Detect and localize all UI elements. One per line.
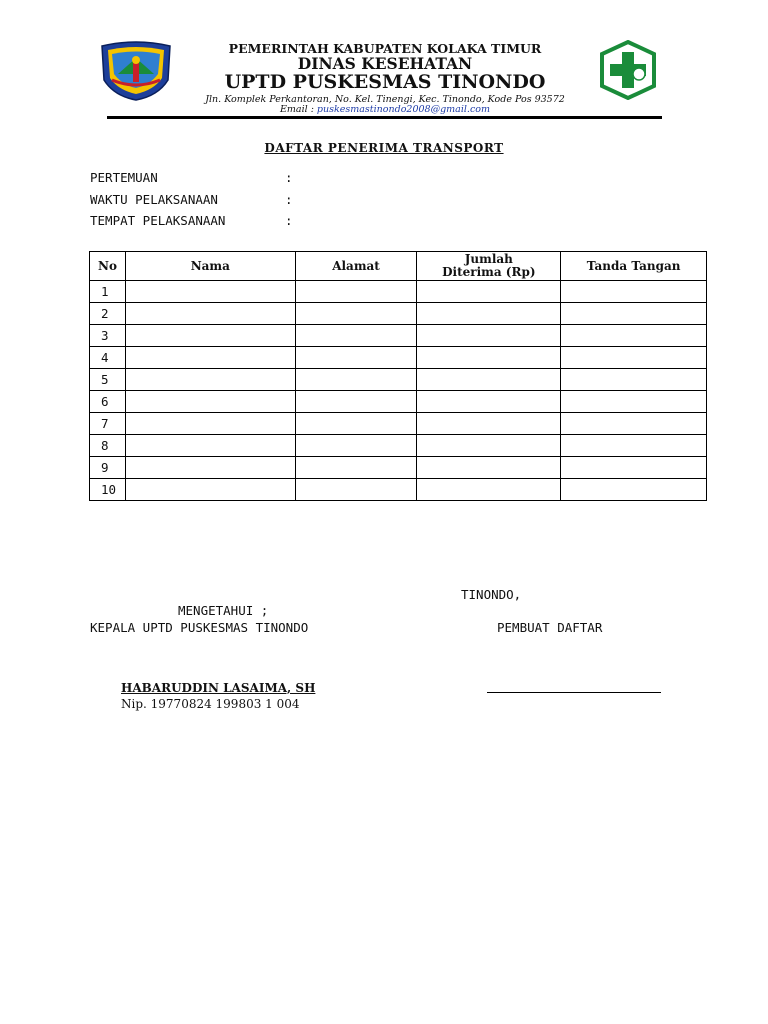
- letterhead-email-line: [180, 104, 590, 115]
- cell-signature: [561, 325, 707, 347]
- table-row: [90, 479, 707, 501]
- field-label: WAKTU PELAKSANAAN: [90, 192, 218, 207]
- cell-address: [295, 281, 417, 303]
- cell-no: 7: [90, 413, 126, 435]
- header-amount-line1: Jumlah: [464, 252, 513, 266]
- cell-amount: [417, 347, 561, 369]
- head-title: KEPALA UPTD PUSKESMAS TINONDO: [90, 620, 309, 635]
- cell-signature: [561, 281, 707, 303]
- head-name: HABARUDDIN LASAIMA, SH: [121, 681, 316, 695]
- recipients-table: [89, 251, 707, 501]
- header-no: No: [90, 252, 126, 281]
- table-row: [90, 325, 707, 347]
- cell-no: 2: [90, 303, 126, 325]
- cell-address: [295, 479, 417, 501]
- cell-name: [125, 347, 295, 369]
- cell-address: [295, 413, 417, 435]
- regency-emblem-logo: [98, 40, 174, 102]
- cell-signature: [561, 369, 707, 391]
- cell-name: [125, 369, 295, 391]
- table-row: [90, 347, 707, 369]
- cell-signature: [561, 347, 707, 369]
- table-row: [90, 435, 707, 457]
- cell-name: [125, 325, 295, 347]
- puskesmas-emblem-logo: [596, 40, 660, 100]
- letterhead-government: PEMERINTAH KABUPATEN KOLAKA TIMUR: [228, 41, 542, 56]
- head-nip: Nip. 19770824 199803 1 004: [121, 697, 300, 711]
- field-meeting: [90, 170, 293, 185]
- cell-no: 10: [90, 479, 126, 501]
- cell-no: 8: [90, 435, 126, 457]
- cell-amount: [417, 391, 561, 413]
- letterhead-department: DINAS KESEHATAN: [297, 54, 473, 73]
- header-amount: [417, 252, 561, 281]
- cell-signature: [561, 413, 707, 435]
- cell-amount: [417, 479, 561, 501]
- email-value: puskesmastinondo2008@gmail.com: [316, 104, 490, 115]
- cell-no: 9: [90, 457, 126, 479]
- field-place: [90, 213, 293, 228]
- cell-amount: [417, 369, 561, 391]
- cell-amount: [417, 303, 561, 325]
- letterhead-unit: UPTD PUSKESMAS TINONDO: [224, 71, 546, 93]
- header-amount-line2: Diterima (Rp): [442, 265, 536, 279]
- cell-no: 4: [90, 347, 126, 369]
- cell-amount: [417, 435, 561, 457]
- cell-name: [125, 413, 295, 435]
- field-time: [90, 192, 293, 207]
- table-row: [90, 457, 707, 479]
- cell-name: [125, 281, 295, 303]
- cell-name: [125, 391, 295, 413]
- field-colon: :: [285, 213, 293, 228]
- cell-address: [295, 325, 417, 347]
- cell-amount: [417, 413, 561, 435]
- table-row: [90, 281, 707, 303]
- letterhead-address: Jln. Komplek Perkantoran, No. Kel. Tinengi, Kec. Tinondo, Kode Pos 93572: [205, 94, 565, 105]
- cell-name: [125, 303, 295, 325]
- field-colon: :: [285, 170, 293, 185]
- field-label: TEMPAT PELAKSANAAN: [90, 213, 226, 228]
- cell-address: [295, 369, 417, 391]
- letterhead-divider: [107, 116, 662, 119]
- cell-no: 1: [90, 281, 126, 303]
- table-header-row: [90, 252, 707, 281]
- document-title: DAFTAR PENERIMA TRANSPORT: [264, 141, 504, 155]
- cell-address: [295, 303, 417, 325]
- cell-name: [125, 479, 295, 501]
- cell-no: 3: [90, 325, 126, 347]
- city-label: TINONDO,: [461, 587, 522, 602]
- cell-name: [125, 457, 295, 479]
- cell-address: [295, 347, 417, 369]
- cell-address: [295, 457, 417, 479]
- maker-title: PEMBUAT DAFTAR: [497, 620, 603, 635]
- cell-amount: [417, 457, 561, 479]
- cell-signature: [561, 457, 707, 479]
- email-label: Email :: [279, 104, 314, 115]
- field-colon: :: [285, 192, 293, 207]
- acknowledged-label: MENGETAHUI ;: [178, 603, 269, 618]
- cell-amount: [417, 281, 561, 303]
- table-row: [90, 413, 707, 435]
- cell-address: [295, 435, 417, 457]
- cell-no: 5: [90, 369, 126, 391]
- table-row: [90, 391, 707, 413]
- cell-signature: [561, 303, 707, 325]
- table-row: [90, 303, 707, 325]
- field-label: PERTEMUAN: [90, 170, 158, 185]
- header-signature: Tanda Tangan: [561, 252, 707, 281]
- table-row: [90, 369, 707, 391]
- header-name: Nama: [125, 252, 295, 281]
- cell-address: [295, 391, 417, 413]
- header-address: Alamat: [295, 252, 417, 281]
- cell-no: 6: [90, 391, 126, 413]
- cell-name: [125, 435, 295, 457]
- cell-signature: [561, 391, 707, 413]
- maker-signature-line: [487, 692, 661, 693]
- cell-signature: [561, 435, 707, 457]
- cell-amount: [417, 325, 561, 347]
- cell-signature: [561, 479, 707, 501]
